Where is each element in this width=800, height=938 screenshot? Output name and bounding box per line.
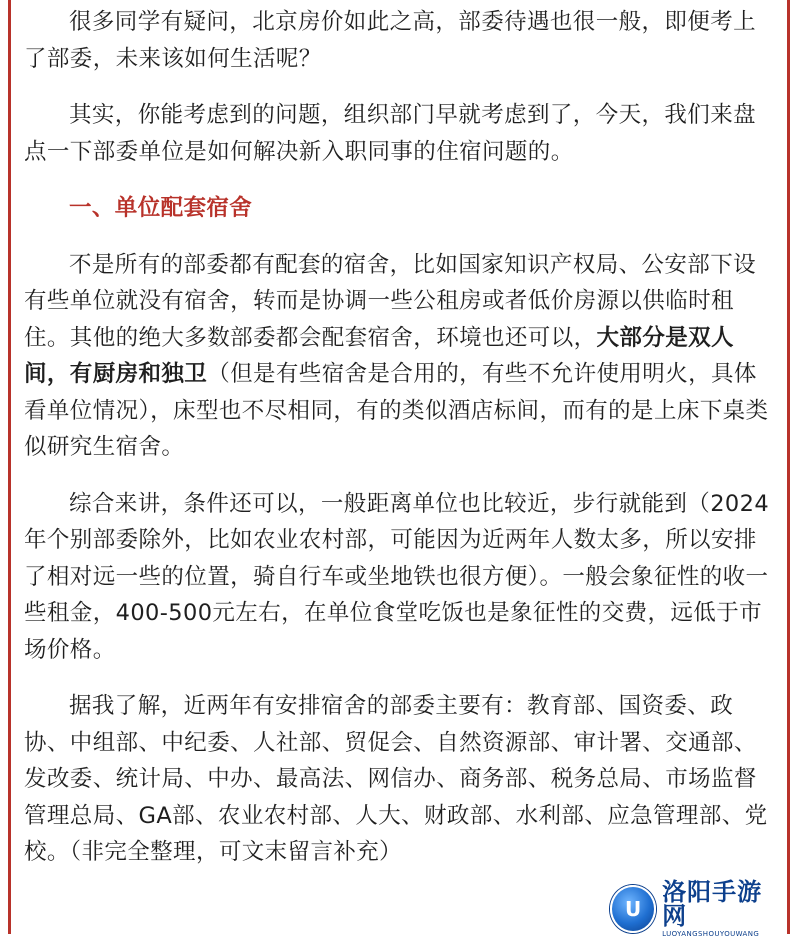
site-watermark (610, 878, 782, 938)
watermark-subtitle: LUOYANGSHOUYOUWANG (662, 930, 760, 938)
article-body (24, 4, 776, 891)
paragraph-ministry-list: 据我了解，近两年有安排宿舍的部委主要有：教育部、国资委、政协、中组部、中纪委、人社部、贸促会、自然资源部、审计署、交通部、发改委、统计局、中办、最高法、网信办、商务部、税务总局、市场监督管理总局、GA部、农业农村部、人大、财政部、水利部、应急管理部、党校。（非完全整理，可文末留言补充） (24, 693, 768, 865)
watermark-logo-icon: U (610, 885, 656, 933)
dorm-text-a: 不是所有的部委都有配套的宿舍，比如国家知识产权局、公安部下设有些单位就没有宿舍，转而是协调一些公租房或者低价房源以供临时租住。其他的绝大多数部委都会配套宿舍，环境也还可以， (24, 251, 757, 351)
dorm-text-bold: 大部分是双人间，有厨房和独卫 (24, 324, 734, 387)
dorm-text-b: （但是有些宿舍是合用的，有些不允许使用明火，具体看单位情况），床型也不尽相同，有的类似酒店标间，而有的是上床下桌类似研究生宿舍。 (24, 361, 769, 460)
paragraph-summary: 综合来讲，条件还可以，一般距离单位也比较近，步行就能到（2024年个别部委除外，比如农业农村部，可能因为近两年人数太多，所以安排了相对远一些的位置，骑自行车或坐地铁也很方便）。一般会象征性的收一些租金，400-500元左右，在单位食堂吃饭也是象征性的交费，远低于市场价格。 (24, 490, 770, 663)
section-heading: 一、单位配套宿舍 (69, 195, 253, 221)
paragraph-dorm-conditions (24, 247, 776, 466)
paragraph-intro: 很多同学有疑问，北京房价如此之高，部委待遇也很一般，即便考上了部委，未来该如何生活呢？ (24, 9, 757, 72)
watermark-text (662, 880, 782, 938)
paragraph-overview: 其实，你能考虑到的问题，组织部门早就考虑到了，今天，我们来盘点一下部委单位是如何解决新入职同事的住宿问题的。 (24, 102, 757, 165)
watermark-title: 洛阳手游网 (662, 878, 763, 930)
